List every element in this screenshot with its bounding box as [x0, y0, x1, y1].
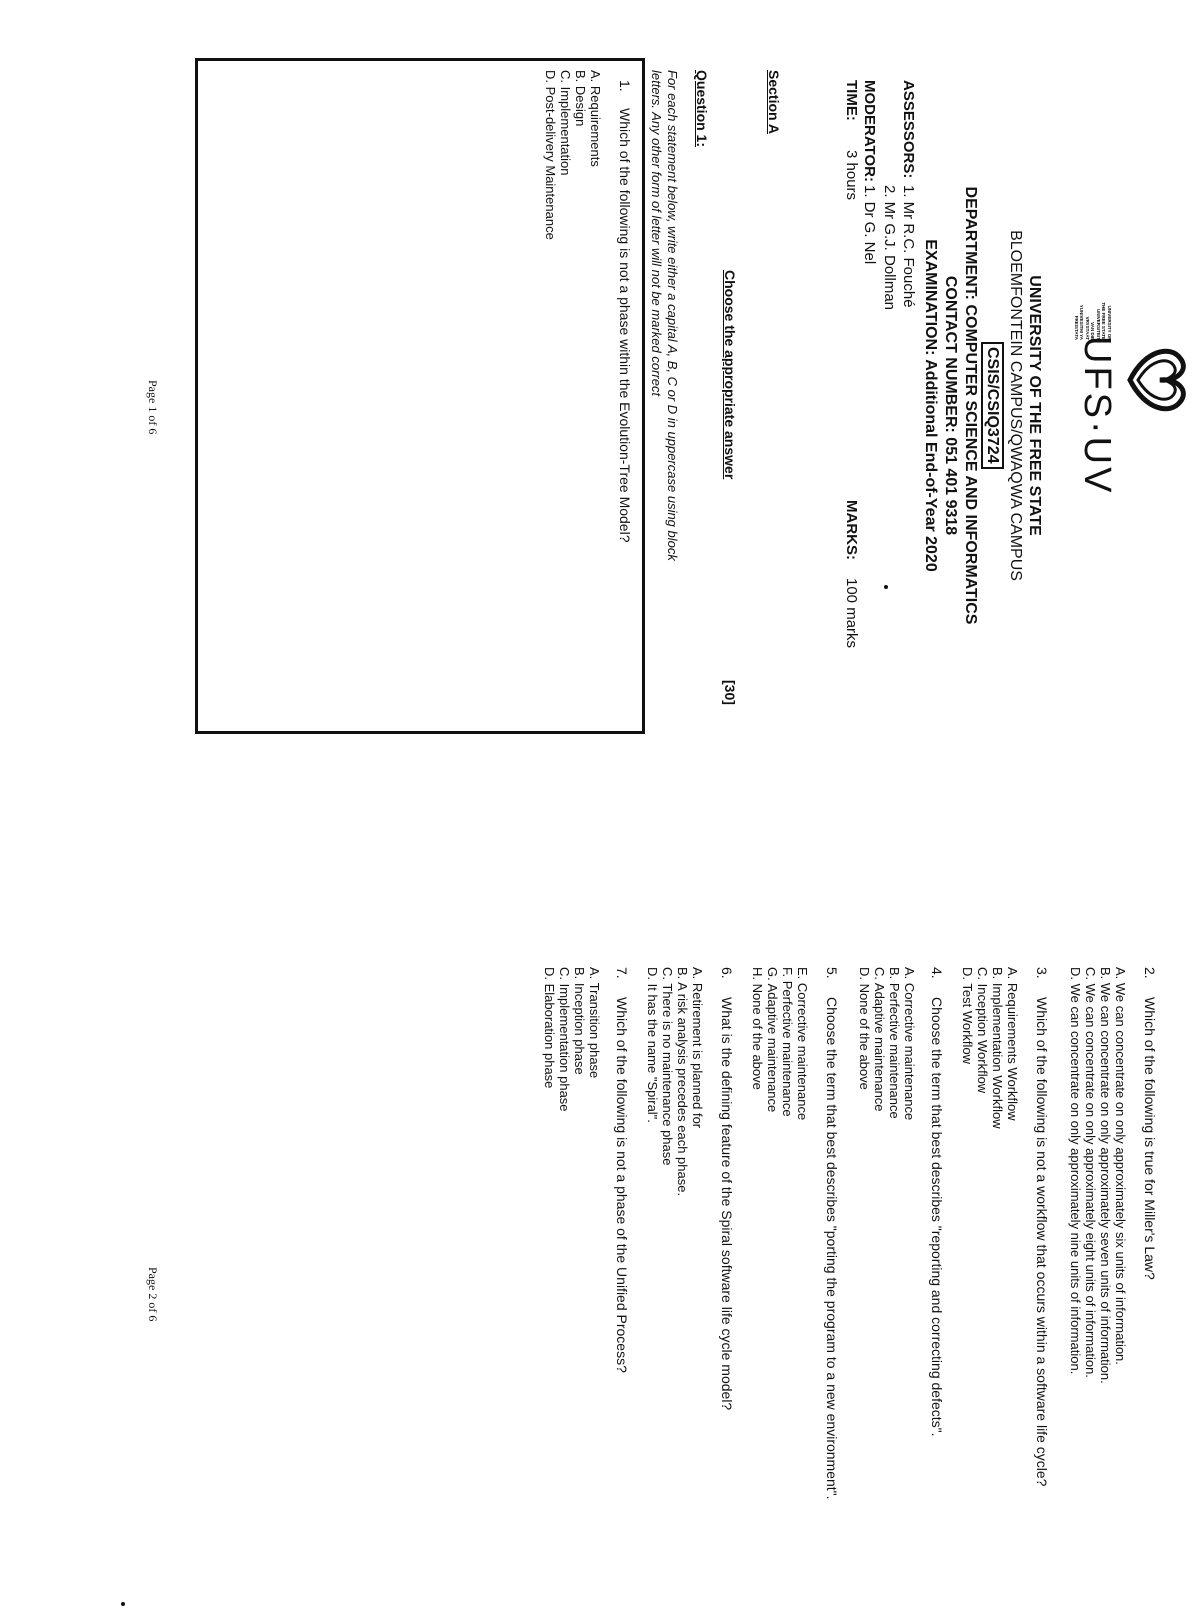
- scan-speck: [884, 585, 888, 589]
- assessors-label: ASSESSORS:: [900, 80, 917, 179]
- option: C. Implementation phase: [557, 967, 572, 1112]
- page-2-footer: Page 2 of 6: [146, 1267, 160, 1322]
- option: H. None of the above: [750, 967, 765, 1090]
- q1-options: [543, 70, 603, 240]
- q3-options: [960, 967, 1020, 1129]
- option: A. Transition phase: [587, 967, 602, 1079]
- question-instruction: Choose the appropriate answer: [722, 270, 738, 480]
- option: B. Inception phase: [572, 967, 587, 1075]
- assessor-1: 1. Mr R.C. Fouché: [900, 185, 917, 308]
- assessor-2: 2. Mr G.J. Dollman: [881, 185, 898, 311]
- marks-value: 100 marks: [843, 578, 860, 649]
- q1-text: Which of the following is not a phase within the Evolution-Tree Model?: [617, 108, 633, 543]
- option: D. None of the above: [857, 967, 872, 1090]
- campus-name: BLOEMFONTEIN CAMPUS/QWAQWA CAMPUS: [1007, 230, 1024, 581]
- section-heading: Section A: [766, 70, 782, 135]
- marks-label: MARKS:: [843, 500, 860, 560]
- q6-number: 6.: [719, 967, 735, 979]
- q5-options: [750, 967, 810, 1120]
- option: A. Corrective maintenance: [902, 967, 917, 1121]
- moderator-label: MODERATOR:: [861, 80, 878, 182]
- question-marks: [30]: [722, 680, 738, 705]
- option: B. Perfective maintenance: [887, 967, 902, 1119]
- moderator: 1. Dr G. Nel: [861, 185, 878, 265]
- q3-number: 3.: [1034, 967, 1050, 979]
- option: D. We can concentrate on only approximately nine units of information.: [1068, 967, 1083, 1375]
- time-label: TIME:: [843, 80, 860, 121]
- option: A. We can concentrate on only approximately six units of information.: [1113, 967, 1128, 1365]
- option: G. Adaptive maintenance: [765, 967, 780, 1113]
- option: C. Implementation: [558, 70, 573, 176]
- page-1-footer: Page 1 of 6: [146, 380, 160, 435]
- option: D. Elaboration phase: [542, 967, 557, 1089]
- q7-text: Which of the following is not a phase of the Unified Process?: [614, 997, 630, 1373]
- option: B. A risk analysis precedes each phase.: [675, 967, 690, 1197]
- option: C. Inception Workflow: [975, 967, 990, 1094]
- option: C. Adaptive maintenance: [872, 967, 887, 1112]
- option: D. Post-delivery Maintenance: [543, 70, 558, 240]
- question-label: Question 1:: [694, 70, 710, 148]
- option: A. Requirements Workflow: [1005, 967, 1020, 1121]
- option: C. There is no maintenance phase: [660, 967, 675, 1166]
- q6-options: [645, 967, 705, 1196]
- q7-number: 7.: [614, 967, 630, 979]
- option: A. Retirement is planned for: [690, 967, 705, 1129]
- page-1: [0, 0, 1200, 811]
- q1-number: 1.: [617, 80, 633, 92]
- contact-number: CONTACT NUMBER: 051 401 9318: [942, 275, 959, 536]
- option: C. We can concentrate on only approximately eight units of information.: [1083, 967, 1098, 1378]
- q2-options: [1068, 967, 1128, 1384]
- logo-brand: UFS·UV: [1076, 336, 1118, 496]
- department: DEPARTMENT: COMPUTER SCIENCE AND INFORMATICS: [962, 186, 979, 625]
- scan-speck: [121, 1602, 125, 1606]
- instructions: For each statement below, write either a capital A, B, C or D in uppercase using block letters. Any other form of letter will not be marked correct: [649, 70, 680, 561]
- option: E. Corrective maintenance: [795, 967, 810, 1121]
- option: D. Test Workflow: [960, 967, 975, 1065]
- option: D. It has the name "Spiral".: [645, 967, 660, 1123]
- q7-options: [542, 967, 602, 1112]
- examination: EXAMINATION: Additional End-of-Year 2020: [922, 239, 939, 572]
- university-name: UNIVERSITY OF THE FREE STATE: [1026, 275, 1043, 536]
- time-value: 3 hours: [843, 150, 860, 201]
- logo-small-text: UNIVERSITY OF THE FREE STATE UNIVERSITEIT VAN DIE VRYSTAAT YUNIVESITHI YA FREISTATA: [1074, 302, 1112, 340]
- course-code: CSIS/CSIQ3724: [981, 342, 1004, 469]
- option: B. We can concentrate on only approximately seven units of information.: [1098, 967, 1113, 1384]
- q5-text: Choose the term that best describes "porting the program to a new environment".: [824, 997, 840, 1500]
- q4-number: 4.: [929, 967, 945, 979]
- q4-text: Choose the term that best describes "reporting and correcting defects".: [929, 997, 945, 1437]
- q5-number: 5.: [824, 967, 840, 979]
- page-2: [0, 812, 1200, 1623]
- q6-text: What is the defining feature of the Spiral software life cycle model?: [719, 997, 735, 1411]
- ufs-logo-icon: [1122, 340, 1190, 420]
- q2-number: 2.: [1142, 967, 1158, 979]
- q4-options: [857, 967, 917, 1120]
- option: B. Design: [573, 70, 588, 127]
- option: F. Perfective maintenance: [780, 967, 795, 1117]
- q3-text: Which of the following is not a workflow that occurs within a software life cycle?: [1034, 997, 1050, 1487]
- q2-text: Which of the following is true for Miller's Law?: [1142, 997, 1158, 1280]
- option: B. Implementation Workflow: [990, 967, 1005, 1129]
- option: A. Requirements: [588, 70, 603, 167]
